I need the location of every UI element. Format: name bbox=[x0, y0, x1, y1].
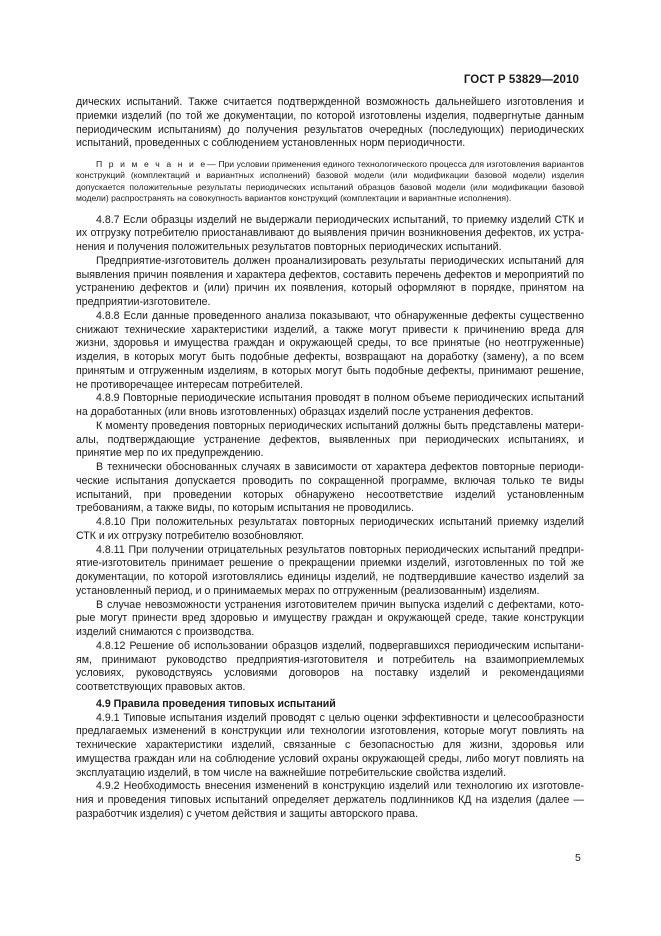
paragraph-4-8-12: 4.8.12 Решение об использовании образцов изделий, подвергавшихся периодическим испытаниям, принимают руководство предприятия-изготовителя и потребитель на взаимоприемлемых условиях, руководствуясь условиями договоров на поставку изделий и рекомендациями соответствующих правовых актов. bbox=[76, 639, 584, 694]
document-standard-number: ГОСТ Р 53829—2010 bbox=[463, 74, 579, 86]
section-heading-4-9: 4.9 Правила проведения типовых испытаний bbox=[96, 697, 336, 710]
paragraph-reduced-program: В технически обоснованных случаях в зависимости от характера дефектов повторные периодические испытания допускается проводить по сокращенной программе, включая только те виды испытаний, при проведении которых обнаружено несоответствие изделий установленным требованиям, а также виды, по которым испытания не проводились. bbox=[76, 461, 584, 515]
paragraph-4-8-8: 4.8.8 Если данные проведенного анализа показывают, что обнаруженные дефекты существенно снижают технические характеристики изделий, а также могут привести к причинению вреда для жизни, здоровья и имущества граждан и окружающей среды, то все принятые (но неотгруженные) изделия, в которых могут быть подобные дефекты, возвращают на доработку (замену), а по всем принятым и отгруженным изделиям, в которых могут быть подобные дефекты, принимают решение, не противоречащее интересам потребителей. bbox=[76, 309, 584, 391]
paragraph-4-8-11: 4.8.11 При получении отрицательных результатов повторных периодических испытаний предприятие-изготовитель принимает решение о прекращении приемки изделий, изготовленных по той же документации, по которой изготовлялись единицы изделий, не подтвердившие качество изделий за установленный период, и о принимаемых мерах по отгруженным (реализованным) изделиям. bbox=[76, 543, 584, 597]
note bbox=[76, 159, 584, 205]
paragraph-4-9-1: 4.9.1 Типовые испытания изделий проводят с целью оценки эффективности и целесообразности предлагаемых изменений в конструкции или технологии изготовления, которые могут повлиять на технические характеристики изделий, связанные с безопасностью для жизни, здоровья или имущества граждан или на соблюдение условий охраны окружающей среды, либо могут повлиять на эксплуатацию изделий, в том числе на важнейшие потребительские свойства изделий. bbox=[76, 711, 584, 779]
paragraph-analysis: Предприятие-изготовитель должен проанализировать результаты периодических испытаний для выявления причин появления и характера дефектов, составить перечень дефектов и мероприятий по устранению дефектов и (или) причин их появления, который оформляют в порядке, принятом на предприятии-изготовителе. bbox=[76, 254, 584, 309]
paragraph-4-8-9: 4.8.9 Повторные периодические испытания проводят в полном объеме периодических испытаний на доработанных (или вновь изготовленных) образцах изделий после устранения дефектов. bbox=[76, 392, 584, 419]
paragraph-4-8-7: 4.8.7 Если образцы изделий не выдержали периодических испытаний, то приемку изделий СТК и их отгрузку потребителю приостанавливают до выявления причин возникновения дефектов, их устранения и получения положительных результатов повторных периодических испытаний. bbox=[76, 213, 584, 254]
paragraph-4-9-2: 4.9.2 Необходимость внесения изменений в конструкцию изделий или технологию их изготовления и проведения типовых испытаний определяет держатель подлинников КД на изделия (далее — разработчик изделия) с учетом действия и защиты авторского права. bbox=[76, 780, 584, 820]
note-text: — При условии применения единого технологического процесса для изготовления вариантов конструкций (комплектаций и вариантных исполнений) базовой модели (или модификации базовой модели) изделия допускается положительные результаты периодических испытаний образцов базовой модели (или модификации базовой модели) распространять на совокупность вариантов конструкций (комплектации и вариантные исполнения). bbox=[76, 159, 584, 204]
document-body bbox=[76, 96, 584, 822]
note-label: П р и м е ч а н и е bbox=[96, 159, 208, 169]
paragraph-continuation: дических испытаний. Также считается подтвержденной возможность дальнейшего изготовления и приемки изделий (по той же документации, по которой изготовлены изделия, подвергнутые данным периодическим испытаниям) до получения результатов очередных (последующих) периодических испытаний, проведенных с соблюдением установленных норм периодичности. bbox=[76, 96, 584, 150]
page-number: 5 bbox=[575, 852, 581, 864]
paragraph-materials: К моменту проведения повторных периодических испытаний должны быть представлены материалы, подтверждающие устранение дефектов, выявленных при периодических испытаниях, и принятие мер по их предупреждению. bbox=[76, 419, 584, 460]
paragraph-4-8-10: 4.8.10 При положительных результатах повторных периодических испытаний приемку изделий СТК и их отгрузку потребителю возобновляют. bbox=[76, 516, 584, 542]
paragraph-discontinue: В случае невозможности устранения изготовителем причин выпуска изделий с дефектами, которые могут принести вред здоровью и имуществу граждан и окружающей среде, такие конструкции изделий снимаются с производства. bbox=[76, 598, 584, 639]
